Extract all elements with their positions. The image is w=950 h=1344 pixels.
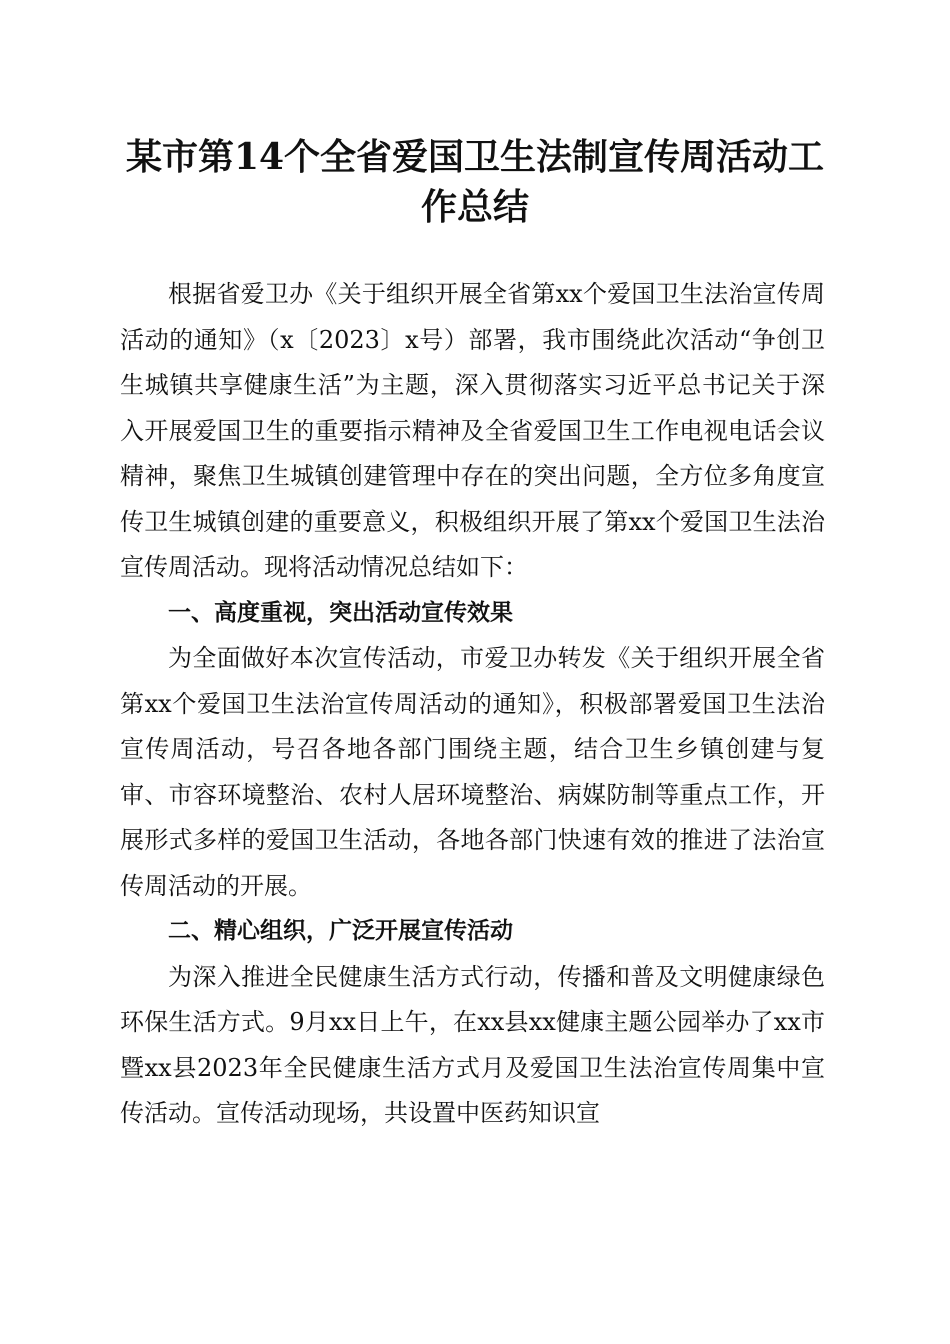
intro-paragraph: 根据省爱卫办《关于组织开展全省第xx个爱国卫生法治宣传周活动的通知》（x〔2023〕x号）部署，我市围绕此次活动“争创卫生城镇共享健康生活”为主题，深入贯彻落实习近平总书记关于深入开展爱国卫生的重要指示精神及全省爱国卫生工作电视电话会议精神，聚焦卫生城镇创建管理中存在的突出问题，全方位多角度宣传卫生城镇创建的重要意义，积极组织开展了第xx个爱国卫生法治宣传周活动。现将活动情况总结如下： [120,280,825,581]
document-body [120,272,825,1137]
section-paragraph-1: 为全面做好本次宣传活动，市爱卫办转发《关于组织开展全省第xx个爱国卫生法治宣传周活动的通知》，积极部署爱国卫生法治宣传周活动，号召各地各部门围绕主题，结合卫生乡镇创建与复审、市容环境整治、农村人居环境整治、病媒防制等重点工作，开展形式多样的爱国卫生活动，各地各部门快速有效的推进了法治宣传周活动的开展。 [120,644,825,900]
section-heading-1: 一、高度重视，突出活动宣传效果 [168,599,513,626]
section-paragraph-2: 为深入推进全民健康生活方式行动，传播和普及文明健康绿色环保生活方式。9月xx日上午，在xx县xx健康主题公园举办了xx市暨xx县2023年全民健康生活方式月及爱国卫生法治宣传周集中宣传活动。宣传活动现场，共设置中医药知识宣 [120,962,825,1127]
section-heading-2: 二、精心组织，广泛开展宣传活动 [168,918,513,944]
document-title: 某市第14个全省爱国卫生法制宣传周活动工作总结 [125,136,825,228]
